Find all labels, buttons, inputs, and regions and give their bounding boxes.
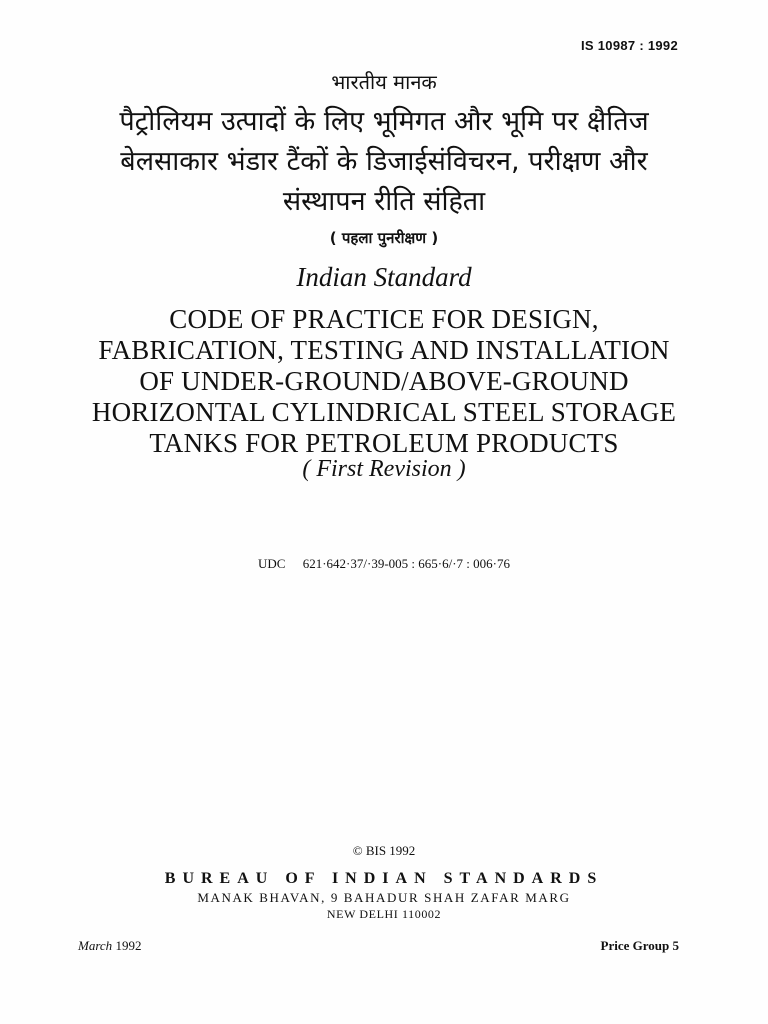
english-title-line: CODE OF PRACTICE FOR DESIGN,: [169, 304, 599, 334]
publisher-address-line: NEW DELHI 110002: [326, 907, 442, 921]
price-group: Price Group 5: [600, 938, 679, 953]
publication-year: 1992: [115, 938, 142, 953]
hindi-heading-block: [0, 68, 768, 248]
hindi-revision: ( पहला पुनरीक्षण ): [329, 229, 439, 247]
english-title-line: TANKS FOR PETROLEUM PRODUCTS: [149, 428, 619, 458]
publisher-name: BUREAU OF INDIAN STANDARDS: [164, 870, 604, 887]
english-title-line: FABRICATION, TESTING AND INSTALLATION: [98, 335, 670, 365]
hindi-label: भारतीय मानक: [331, 70, 437, 94]
english-title-line: OF UNDER-GROUND/ABOVE-GROUND: [139, 366, 629, 396]
udc-value: 621·642·37/·39-005 : 665·6/·7 : 006·76: [302, 556, 510, 571]
hindi-title-line: पैट्रोलियम उत्पादों के लिए भूमिगत और भूमि पर क्षैतिज: [119, 106, 649, 137]
hindi-title-line: बेलसाकार भंडार टैंकों के डिजाईसंविचरन, परीक्षण और: [120, 146, 648, 177]
hindi-title: [0, 102, 768, 222]
udc-classification: [0, 556, 768, 572]
publisher-address-line: MANAK BHAVAN, 9 BAHADUR SHAH ZAFAR MARG: [197, 890, 571, 905]
udc-label: UDC: [258, 556, 286, 571]
standard-number: IS 10987 : 1992: [580, 38, 678, 53]
publication-month: March: [78, 938, 113, 953]
english-title-line: HORIZONTAL CYLINDRICAL STEEL STORAGE: [91, 397, 677, 427]
publication-date: [78, 938, 141, 954]
hindi-title-line: संस्थापन रीति संहिता: [282, 186, 486, 217]
publisher-block: [0, 870, 768, 922]
english-title: [0, 304, 768, 459]
english-label: Indian Standard: [296, 262, 472, 292]
copyright-notice: © BIS 1992: [352, 843, 416, 858]
english-revision: ( First Revision ): [302, 456, 466, 482]
